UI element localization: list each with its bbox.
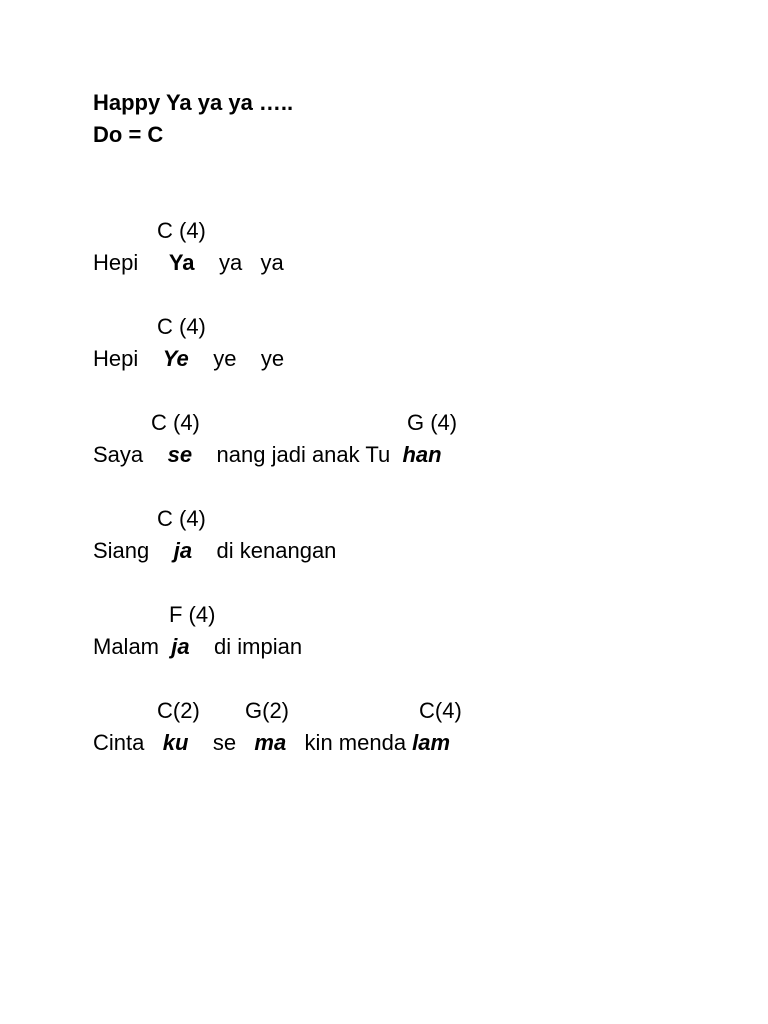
lyric-text: ye ye: [188, 346, 285, 371]
lyric-text: di impian: [189, 634, 303, 659]
lyric-text: Malam: [93, 634, 172, 659]
lyric-text: kin menda: [286, 730, 413, 755]
lyric-text: nang jadi anak Tu: [192, 442, 403, 467]
song-key: Do = C: [93, 122, 164, 147]
chord: C(4): [419, 698, 462, 723]
lyric-text: Saya: [93, 442, 168, 467]
lyric-line: [93, 346, 284, 372]
lyric-text: Hepi: [93, 346, 163, 371]
lyric-line: [93, 634, 302, 660]
lyric-text: se: [188, 730, 255, 755]
lyric-accent: Ye: [162, 346, 189, 371]
lyric-line: [93, 730, 450, 756]
chord: C (4): [151, 410, 200, 435]
lyric-text: Siang: [93, 538, 174, 563]
lyric-accent: se: [167, 442, 193, 467]
lyric-accent: ku: [162, 730, 189, 755]
lyric-line: [93, 250, 284, 276]
lyric-accent: ma: [254, 730, 287, 755]
lyric-accent: ja: [171, 634, 190, 659]
lyric-text: Cinta: [93, 730, 163, 755]
chord: C (4): [157, 506, 206, 531]
lyric-accent: han: [402, 442, 442, 467]
lyric-text: ya ya: [194, 250, 284, 275]
lyric-accent: Ya: [168, 250, 195, 275]
chord: C (4): [157, 218, 206, 243]
lyric-accent: ja: [173, 538, 193, 563]
chord: G(2): [245, 698, 289, 723]
lyric-text: di kenangan: [192, 538, 337, 563]
chord: C(2): [157, 698, 200, 723]
lyric-line: [93, 538, 336, 564]
lyric-text: Hepi: [93, 250, 169, 275]
chord: G (4): [407, 410, 458, 435]
lyric-line: [93, 442, 442, 468]
chord: C (4): [157, 314, 206, 339]
song-title: Happy Ya ya ya …..: [93, 90, 294, 115]
chord: F (4): [169, 602, 216, 627]
lyric-accent: lam: [412, 730, 451, 755]
